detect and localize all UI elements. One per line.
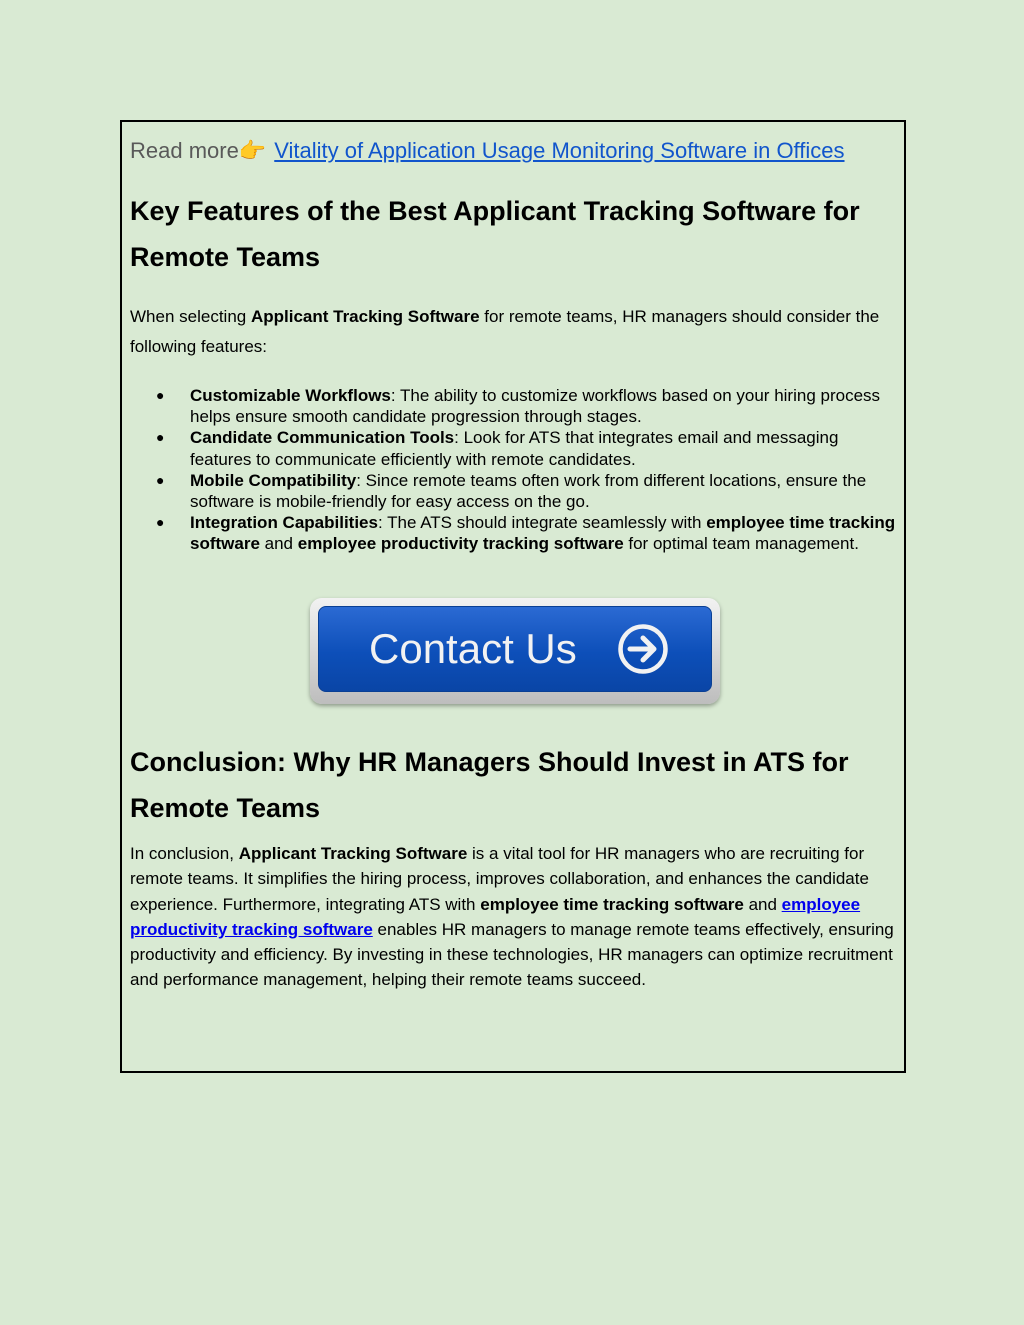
feature-text: : The ATS should integrate seamlessly with — [377, 513, 707, 533]
feature-title: Integration Capabilities — [190, 513, 378, 533]
contact-us-button[interactable] — [318, 606, 712, 692]
conclusion-text: enables HR managers to manage remote teams effectively, ensuring productivity and efficiency. By investing in these technologies, HR managers can optimize recruitment and performance management, helping their remote teams succeed. — [130, 919, 894, 990]
feature-title: Candidate Communication Tools — [190, 428, 455, 448]
conclusion-text: and — [743, 894, 782, 914]
conclusion-bold-term: employee time tracking software — [480, 894, 744, 914]
feature-text: : Look for ATS that integrates email and messaging features to communicate efficiently with remote candidates. — [190, 428, 839, 469]
feature-list — [150, 385, 900, 555]
intro-text-start: When selecting — [130, 307, 251, 326]
productivity-software-link[interactable]: employee productivity tracking software — [130, 894, 861, 939]
feature-bold-term: employee productivity tracking software — [297, 534, 624, 554]
conclusion-bold-term: Applicant Tracking Software — [238, 844, 468, 863]
bullet-icon: ● — [156, 514, 165, 531]
bullet-icon: ● — [156, 387, 165, 403]
read-more-link[interactable]: Vitality of Application Usage Monitoring Software in Offices — [274, 138, 845, 163]
list-item — [150, 427, 900, 469]
feature-text: : Since remote teams often work from different locations, ensure the software is mobile-friendly for easy access on the go. — [190, 470, 867, 512]
bullet-icon: ● — [156, 429, 165, 446]
feature-title: Customizable Workflows — [190, 386, 391, 405]
list-item — [150, 470, 900, 512]
conclusion-text: In conclusion, — [130, 844, 239, 863]
features-heading: Key Features of the Best Applicant Tracking Software for Remote Teams — [130, 196, 860, 272]
list-item — [150, 512, 900, 554]
feature-text: and — [259, 534, 298, 554]
bullet-icon: ● — [156, 471, 165, 488]
pointing-hand-icon: 👉 — [238, 138, 267, 163]
conclusion-paragraph — [130, 841, 900, 993]
feature-title: Mobile Compatibility — [190, 470, 357, 490]
feature-bold-term: employee time tracking software — [190, 513, 896, 554]
read-more-line — [130, 136, 845, 166]
feature-text: : The ability to customize workflows based on your hiring process helps ensure smooth candidate progression through stages. — [190, 386, 881, 427]
arrow-right-circle-icon — [617, 623, 669, 675]
list-item — [150, 385, 900, 427]
feature-text: for optimal team management. — [623, 534, 859, 554]
contact-button-frame — [310, 598, 720, 704]
read-more-label: Read more — [130, 138, 239, 163]
contact-button-label: Contact Us — [369, 625, 577, 672]
intro-text-end: for remote teams, HR managers should consider the following features: — [130, 307, 880, 356]
features-intro — [130, 302, 900, 362]
intro-bold-term: Applicant Tracking Software — [250, 307, 480, 326]
conclusion-heading: Conclusion: Why HR Managers Should Invest in ATS for Remote Teams — [130, 747, 849, 823]
conclusion-text: is a vital tool for HR managers who are recruiting for remote teams. It simplifies the hiring process, improves collaboration, and enhances the candidate experience. Furthermore, integrating ATS with — [130, 844, 869, 914]
